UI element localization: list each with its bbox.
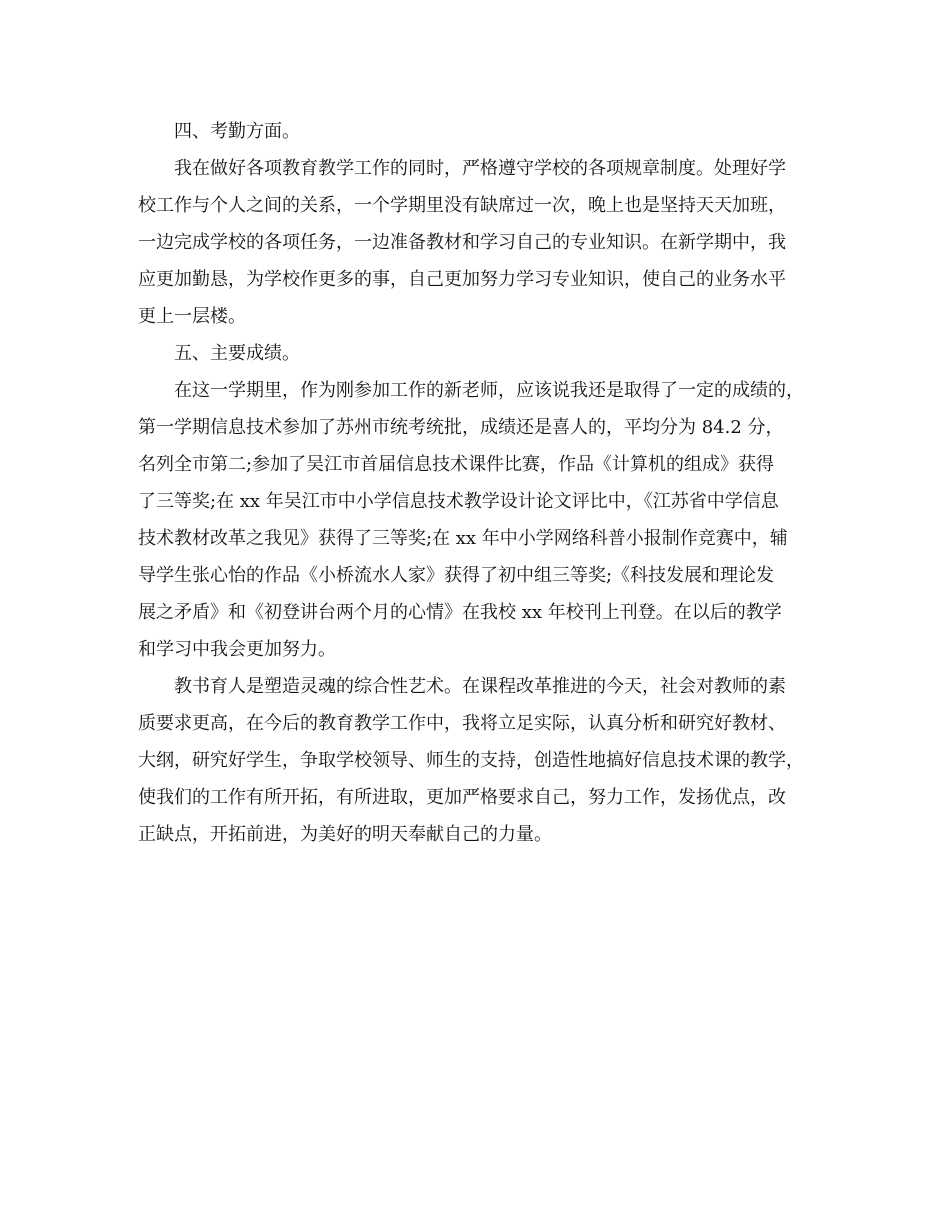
section-heading-attendance: 四、考勤方面。 <box>174 121 300 142</box>
paragraph-line: 技术教材改革之我见》获得了三等奖;在 xx 年中小学网络科普小报制作竞赛中，辅 <box>138 528 788 549</box>
paragraph-line: 正缺点，开拓前进，为美好的明天奉献自己的力量。 <box>138 824 552 845</box>
paragraph-line: 名列全市第二;参加了吴江市首届信息技术课件比赛，作品《计算机的组成》获得 <box>138 454 775 475</box>
section-heading-achievements: 五、主要成绩。 <box>174 343 300 364</box>
paragraph-line: 一边完成学校的各项任务，一边准备教材和学习自己的专业知识。在新学期中，我 <box>138 232 786 253</box>
paragraph-line: 应更加勤恳，为学校作更多的事，自己更加努力学习专业知识，使自己的业务水平 <box>138 269 786 290</box>
paragraph-line: 第一学期信息技术参加了苏州市统考统批，成绩还是喜人的，平均分为 84.2 分， <box>138 417 784 438</box>
document-body <box>138 113 814 853</box>
paragraph-line: 我在做好各项教育教学工作的同时，严格遵守学校的各项规章制度。处理好学 <box>174 158 786 179</box>
paragraph-line: 了三等奖;在 xx 年吴江市中小学信息技术教学设计论文评比中，《江苏省中学信息 <box>138 491 779 512</box>
paragraph-line: 展之矛盾》和《初登讲台两个月的心情》在我校 xx 年校刊上刊登。在以后的教学 <box>138 602 782 623</box>
paragraph-line: 更上一层楼。 <box>138 306 246 327</box>
paragraph-line: 大纲，研究好学生，争取学校领导、师生的支持，创造性地搞好信息技术课的教学， <box>138 750 804 771</box>
paragraph-line: 和学习中我会更加努力。 <box>138 639 336 660</box>
paragraph-line: 使我们的工作有所开拓，有所进取，更加严格要求自己，努力工作，发扬优点，改 <box>138 787 786 808</box>
paragraph-line: 校工作与个人之间的关系，一个学期里没有缺席过一次，晚上也是坚持天天加班， <box>138 195 786 216</box>
paragraph-line: 教书育人是塑造灵魂的综合性艺术。在课程改革推进的今天，社会对教师的素 <box>174 676 786 697</box>
paragraph-line: 导学生张心怡的作品《小桥流水人家》获得了初中组三等奖;《科技发展和理论发 <box>138 565 775 586</box>
paragraph-line: 在这一学期里，作为刚参加工作的新老师，应该说我还是取得了一定的成绩的， <box>174 380 804 401</box>
paragraph-line: 质要求更高，在今后的教育教学工作中，我将立足实际，认真分析和研究好教材、 <box>138 713 786 734</box>
